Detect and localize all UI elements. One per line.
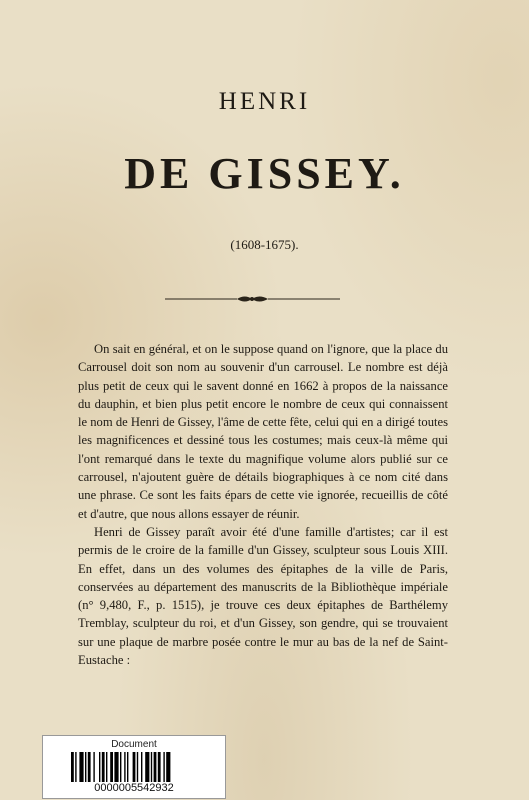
- life-dates: (1608-1675).: [230, 237, 299, 252]
- barcode-bar: [93, 752, 94, 782]
- barcode-bar: [163, 752, 164, 782]
- barcode-bar: [141, 752, 142, 782]
- barcode-bar: [71, 752, 74, 782]
- barcode-bar: [120, 752, 121, 782]
- barcode-bar: [102, 752, 105, 782]
- body-text: [78, 340, 448, 669]
- label-number: 0000005542932: [94, 782, 174, 794]
- label-title: Document: [111, 739, 157, 750]
- barcode-bar: [114, 752, 118, 782]
- barcode-bar: [85, 752, 86, 782]
- barcode-bar: [106, 752, 107, 782]
- barcode-bar: [79, 752, 83, 782]
- barcode-bar: [124, 752, 125, 782]
- paragraph: On sait en général, et on le suppose quand on l'ignore, que la place du Carrousel doit son nom au souvenir d'un carrousel. Le nombre est déjà plus petit de ceux qui le savent donné en 1662 à propos de la naissance du dauphin, et bien plus petit encore le nombre de ceux qui connaissent le nom de Henri de Gissey, l'âme de cette fête, celui qui en a dirigé toutes les magnificences et dessiné tous les costumes; mais ceux-là même qui l'ont remarqué dans le texte du magnifique volume alors publié sur ce carrousel, n'ajoutent guère de détails biographiques à ce nom cité dans une phrase. Ce sont les faits épars de cette vie ignorée, recueillis de côté et d'autre, que nous allons essayer de réunir.: [78, 342, 448, 521]
- barcode-icon: [71, 752, 199, 782]
- barcode-bar: [166, 752, 170, 782]
- barcode-bar: [145, 752, 149, 782]
- barcode-bar: [110, 752, 113, 782]
- barcode-bar: [99, 752, 100, 782]
- barcode-bar: [154, 752, 157, 782]
- barcode-bar: [127, 752, 128, 782]
- ornament-rule: [165, 292, 340, 306]
- paragraph: Henri de Gissey paraît avoir été d'une famille d'artistes; car il est permis de le croire de la famille d'un Gissey, sculpteur sous Louis XIII. En effet, dans un des volumes des épitaphes de la ville de Paris, conservées au département des manuscrits de la Bibliothèque impériale (n° 9,480, F., p. 1515), je trouve ces deux épitaphes de Barthélemy Tremblay, sculpteur du roi, et d'un Gissey, son gendre, qui se trouvaient sur une plaque de marbre posée contre le mur au bas de la nef de Saint-Eustache :: [78, 524, 448, 668]
- barcode-bar: [88, 752, 91, 782]
- barcode-bar: [75, 752, 76, 782]
- barcode-bar: [151, 752, 152, 782]
- library-barcode-label: [42, 735, 226, 799]
- barcode-bar: [133, 752, 136, 782]
- barcode-bar: [158, 752, 161, 782]
- barcode-bar: [137, 752, 138, 782]
- title-first-name: HENRI: [218, 88, 311, 115]
- title-last-name: DE GISSEY.: [124, 149, 405, 198]
